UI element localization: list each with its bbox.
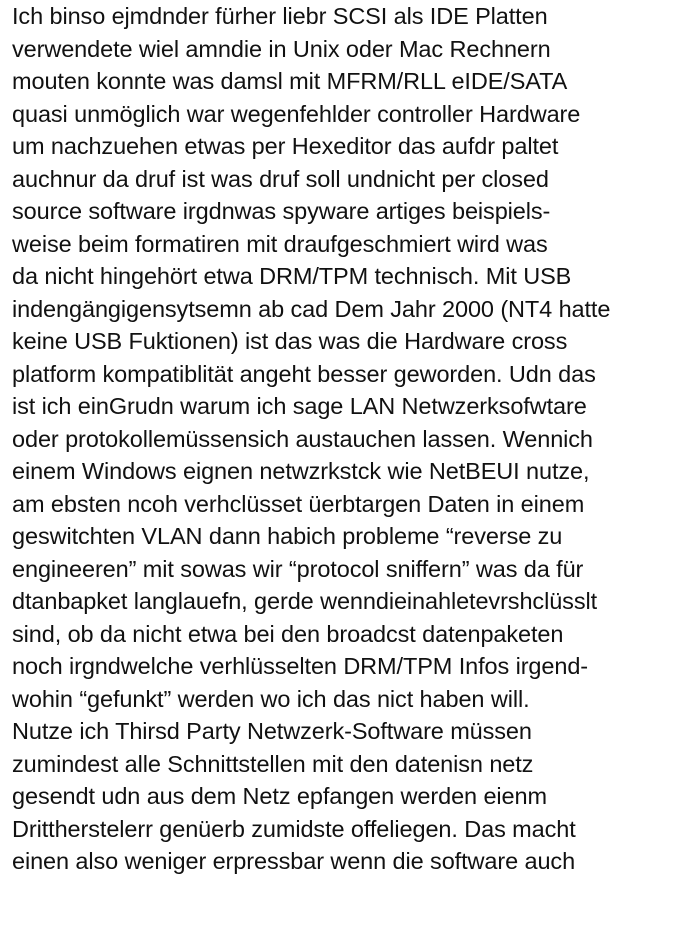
text-line: keine USB Fuktionen) ist das was die Hardware cross	[12, 328, 568, 354]
text-line: auchnur da druf ist was druf soll undnicht per closed	[12, 165, 549, 192]
text-line: weise beim formatiren mit draufgeschmiert wird was	[12, 230, 548, 257]
text-line: Drittherstelerr genüerb zumidste offeliegen. Das macht	[12, 815, 576, 842]
text-line: oder protokollemüssensich austauchen lassen. Wennich	[12, 425, 593, 452]
text-line: Ich binso ejmdnder fürher liebr SCSI als IDE Platten	[12, 3, 548, 29]
text-line: da nicht hingehört etwa DRM/TPM technisch. Mit USB	[12, 263, 572, 289]
text-line: wohin “gefunkt” werden wo ich das nict haben will.	[12, 685, 530, 712]
text-line: ist ich einGrudn warum ich sage LAN Netwzerksofwtare	[12, 393, 587, 419]
text-line: geswitchten VLAN dann habich probleme “reverse zu	[12, 523, 563, 549]
text-line: sind, ob da nicht etwa bei den broadcst datenpaketen	[12, 620, 564, 647]
text-line: indengängigensytsemn ab cad Dem Jahr 2000 (NT4 hatte	[12, 295, 611, 322]
text-line: gesendt udn aus dem Netz epfangen werden eienm	[12, 783, 547, 809]
text-line: zumindest alle Schnittstellen mit den datenisn netz	[12, 750, 534, 777]
text-line: platform kompatiblität angeht besser geworden. Udn das	[12, 360, 596, 387]
document-body-text	[12, 0, 680, 878]
text-line: verwendete wiel amndie in Unix oder Mac Rechnern	[12, 35, 551, 62]
text-line: noch irgndwelche verhlüsselten DRM/TPM Infos irgend-	[12, 653, 589, 679]
text-line: einem Windows eignen netwzrkstck wie NetBEUI nutze,	[12, 458, 590, 484]
text-line: am ebsten ncoh verhclüsset üerbtargen Daten in einem	[12, 490, 585, 517]
text-line: quasi unmöglich war wegenfehlder controller Hardware	[12, 100, 581, 127]
text-line: dtanbapket langlauefn, gerde wenndieinahletevrshclüsslt	[12, 588, 598, 614]
text-line: einen also weniger erpressbar wenn die software auch	[12, 848, 576, 874]
text-line: mouten konnte was damsl mit MFRM/RLL eIDE/SATA	[12, 68, 568, 94]
text-line: Nutze ich Thirsd Party Netwzerk-Software müssen	[12, 718, 532, 744]
text-line: um nachzuehen etwas per Hexeditor das aufdr paltet	[12, 133, 559, 159]
text-line: source software irgdnwas spyware artiges beispiels-	[12, 198, 551, 224]
text-line: engineeren” mit sowas wir “protocol sniffern” was da für	[12, 555, 584, 582]
